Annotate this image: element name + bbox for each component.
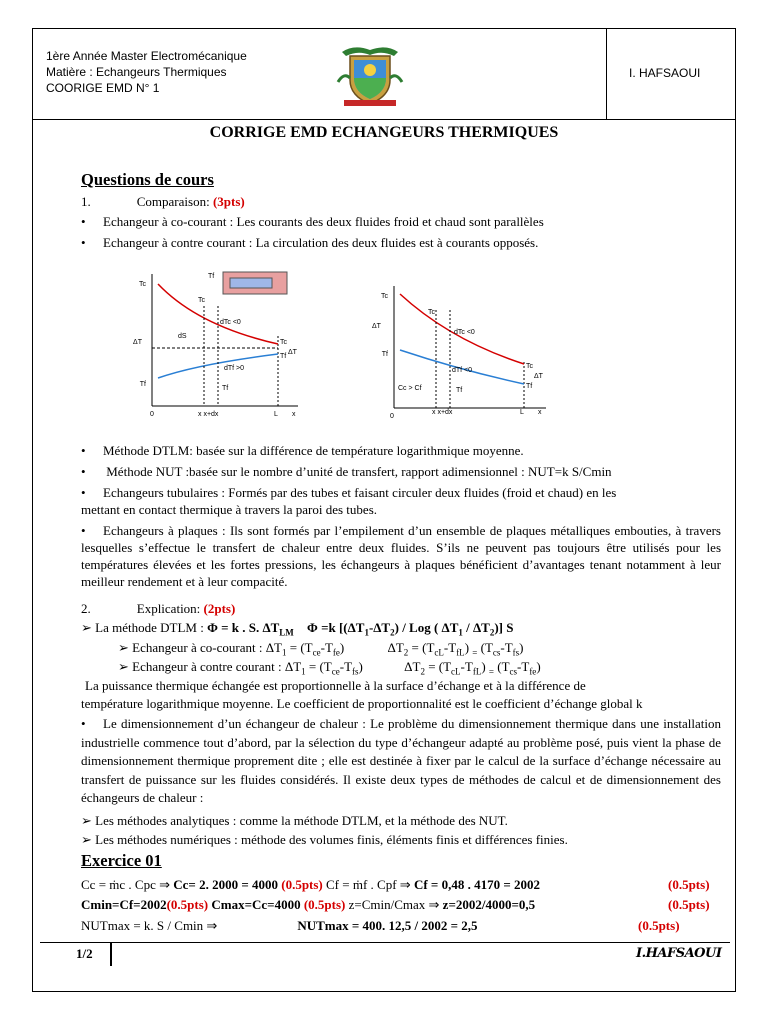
exercise-line-3: NUTmax = k. S / Cmin ⇒ NUTmax = 400. 12,5 / 2002 = 2,5 bbox=[81, 918, 478, 933]
fig1-tcl: Tc bbox=[280, 339, 287, 346]
dtlm-formula-line: ➢ La méthode DTLM : Φ = k . S. $\Delta T_{LM}$ Φ =k [$(\Delta T_1-\Delta T_2)$ / Log ( $\Delta T_1 / \Delta T_2$)] S bbox=[81, 620, 514, 638]
section-exercice: Exercice 01 bbox=[81, 851, 162, 870]
bullet-tubulaires: • Echangeurs tubulaires : Formés par des tubes et faisant circuler deux fluides (froid et chaud) en les bbox=[81, 485, 617, 500]
figure-contre-courant bbox=[350, 280, 550, 420]
header-line-1: 1ère Année Master Electromécanique bbox=[46, 49, 247, 63]
fig2-tf0: Tf bbox=[526, 383, 533, 390]
fig1-tube-label: Tf bbox=[208, 273, 215, 280]
bullet-tubulaires-cont: mettant en contact thermique à travers la paroi des tubes. bbox=[81, 502, 377, 517]
footer-divider bbox=[40, 942, 730, 943]
fig1-dtf: dTf >0 bbox=[224, 365, 245, 372]
figure-cocourant bbox=[128, 266, 308, 426]
bullet-cocourant: • Echangeur à co-courant : Les courants des deux fluides froid et chaud sont parallèles bbox=[81, 214, 544, 229]
fig1-ds: dS bbox=[178, 333, 187, 340]
fig2-dtc: dTc <0 bbox=[454, 329, 475, 336]
fig1-L: L bbox=[274, 411, 278, 418]
fig1-x: x bbox=[292, 411, 296, 418]
header bbox=[32, 28, 736, 120]
fig1-xdx: x x+dx bbox=[198, 411, 219, 418]
fig2-cc: Cc > Cf bbox=[398, 385, 422, 392]
fig1-dtc: dTc <0 bbox=[220, 319, 241, 326]
q1-points: (3pts) bbox=[212, 194, 245, 209]
method-analytique: ➢ Les méthodes analytiques : comme la méthode DTLM, et la méthode des NUT. bbox=[81, 813, 508, 828]
fig1-tc: Tc bbox=[198, 297, 205, 304]
signature: I.HAFSAOUI bbox=[636, 946, 722, 961]
exercise-line-1: Cc = ṁc . Cpc ⇒ Cc= 2. 2000 = 4000 (0.5pts) Cf = ṁf . Cpf ⇒ Cf = 0,48 . 4170 = 2002 bbox=[81, 877, 540, 892]
fig2-zero: 0 bbox=[390, 413, 394, 420]
bullet-contre-courant: • Echangeur à contre courant : La circulation des deux fluides est à courants opposés. bbox=[81, 235, 539, 250]
fig1-dt1: ΔT bbox=[133, 339, 142, 346]
page-number: 1/2 bbox=[76, 946, 93, 961]
exercise-line-2-points: (0.5pts) bbox=[668, 897, 710, 912]
fig2-tcl: Tc bbox=[526, 363, 533, 370]
fig1-zero: 0 bbox=[150, 411, 154, 418]
fig2-xdx: x x+dx bbox=[432, 409, 453, 416]
fig2-tc: Tc bbox=[428, 309, 435, 316]
bullet-dtlm: • Méthode DTLM: basée sur la différence de température logarithmique moyenne. bbox=[81, 443, 524, 458]
header-line-3: COORIGE EMD N° 1 bbox=[46, 81, 160, 95]
q1-label: Comparaison: bbox=[136, 194, 213, 209]
paragraph-puissance-1: La puissance thermique échangée est proportionnelle à la surface d’échange et à la différence de bbox=[85, 678, 586, 693]
fig2-tc0: Tc bbox=[381, 293, 388, 300]
fig2-L: L bbox=[520, 409, 524, 416]
section-questions: Questions de cours bbox=[81, 170, 214, 189]
cocourant-formula: ➢ Echangeur à co-courant : $\Delta T_1 = (T_{ce}-T_{fe}) \Delta T_2 = (T_{cL}-T_{fL})$ $_=$ $(T_{cs}-T_{fs})$ bbox=[118, 640, 524, 658]
fig1-dt2: ΔT bbox=[288, 349, 297, 356]
fig1-tc0: Tc bbox=[139, 281, 146, 288]
fig2-tf: Tf bbox=[456, 387, 463, 394]
fig2-dt2: ΔT bbox=[534, 373, 543, 380]
bullet-plaques: • Echangeurs à plaques : Ils sont formés par l’empilement d’un ensemble de plaques métalliques embouties, à travers lesquelles s’effectue le transfert de chaleur entre deux fluides. S’ils ne peuvent pas toujours être utilisés pour les températures élevées et les fortes pressions, les échangeurs à plaques bénéficient d’avantages tenant notamment à leur meilleur rendement et à leur compacité. bbox=[81, 523, 721, 589]
exercise-line-1-points: (0.5pts) bbox=[668, 877, 710, 892]
header-separator bbox=[606, 28, 607, 120]
university-logo bbox=[334, 42, 406, 108]
fig1-tf0: Tf bbox=[139, 381, 146, 388]
exercise-line-3-points: (0.5pts) bbox=[638, 918, 680, 933]
page-number-bar bbox=[110, 942, 112, 966]
exercise-line-2: Cmin=Cf=2002(0.5pts) Cmax=Cc=4000 (0.5pts) z=Cmin/Cmax ⇒ z=2002/4000=0,5 bbox=[81, 897, 536, 912]
paragraph-dimensionnement: • Le dimensionnement d’un échangeur de chaleur : Le problème du dimensionnement thermique dans une installation industrielle commence tout d’abord, par la sélection du type d’échangeur adapté au problème posé, puis vient la phase de dimensionnement thermique proprement dite ; elle est destinée à fixer par le calcul de la surface d’échange nécessaire au transfert de puissance sur les fluides considérés. Il existe deux types de méthodes de calcul et de dimensionnement des échangeurs de chaleur : bbox=[81, 716, 721, 805]
header-line-2: Matière : Echangeurs Thermiques bbox=[46, 65, 227, 79]
page-title: CORRIGE EMD ECHANGEURS THERMIQUES bbox=[209, 124, 559, 141]
author: I. HAFSAOUI bbox=[629, 66, 701, 80]
q1-number: 1. bbox=[81, 194, 91, 209]
fig2-tfl: Tf bbox=[381, 351, 388, 358]
question-1 bbox=[81, 193, 245, 210]
fig2-x: x bbox=[538, 409, 542, 416]
bullet-nut: • Méthode NUT :basée sur le nombre d’unité de transfert, rapport adimensionnel : NUT=k S/Cmin bbox=[81, 464, 612, 479]
header-info bbox=[46, 48, 247, 96]
question-2: 2. Explication: (2pts) bbox=[81, 601, 236, 616]
contre-courant-formula: ➢ Echangeur à contre courant : $\Delta T_1 = (T_{ce}-T_{fs}) \Delta T_2 = (T_{cL}-T_{fL})$ $_=$ $(T_{cs}-T_{fe})$ bbox=[118, 659, 541, 677]
fig1-tfl: Tf bbox=[280, 353, 287, 360]
fig2-dtf: dTf <0 bbox=[452, 367, 473, 374]
fig2-dt1: ΔT bbox=[372, 323, 381, 330]
method-numerique: ➢ Les méthodes numériques : méthode des volumes finis, éléments finis et différences finies. bbox=[81, 832, 568, 847]
fig1-tf: Tf bbox=[222, 385, 229, 392]
paragraph-puissance-2: température logarithmique moyenne. Le coefficient de proportionnalité est le coefficient d’échange global k bbox=[81, 696, 643, 711]
